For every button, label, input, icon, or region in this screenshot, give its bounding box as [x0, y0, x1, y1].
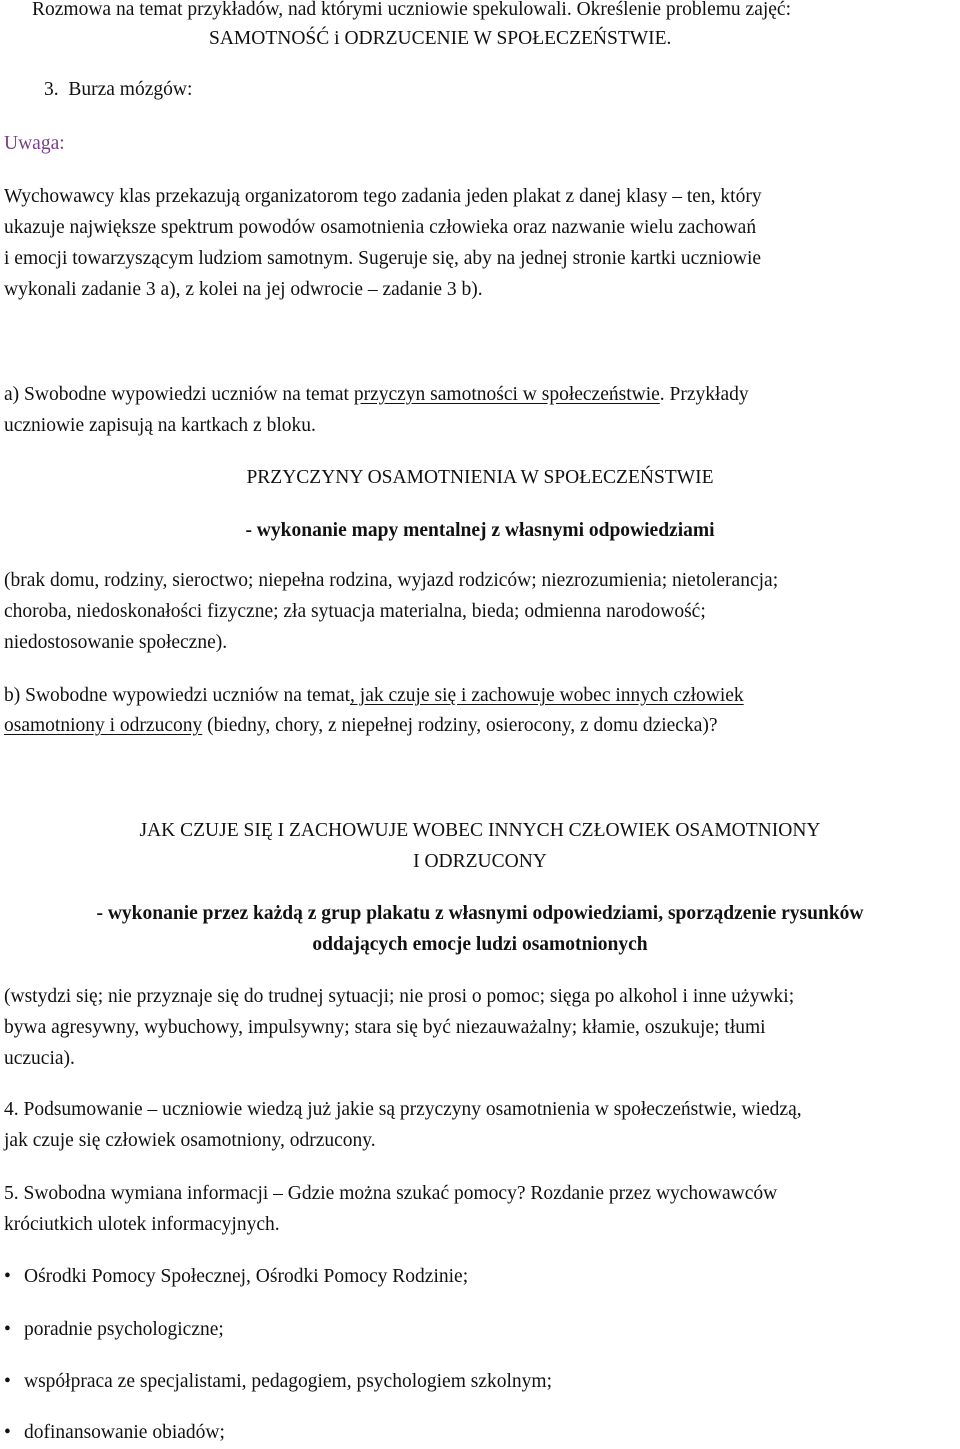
task-a-line-2: uczniowie zapisują na kartkach z bloku. [4, 415, 316, 436]
task-a-topic: przyczyn samotności w społeczeństwie [353, 384, 660, 405]
task-b-answers-line: (wstydzi się; nie przyznaje się do trudnej sytuacji; nie prosi o pomoc; sięga po alkohol i inne używki; [4, 986, 795, 1007]
note-label: Uwaga: [4, 133, 65, 154]
step-4-line: jak czuje się człowiek osamotniony, odrzucony. [4, 1130, 376, 1151]
note-line: i emocji towarzyszącym ludziom samotnym. Sugeruje się, aby na jednej stronie kartki uczniowie [4, 248, 762, 269]
bullet-icon: • [4, 1266, 11, 1287]
list-item [4, 1265, 468, 1289]
bullet-icon: • [4, 1371, 11, 1392]
task-a-answers-line: niedostosowanie społeczne). [4, 632, 228, 653]
task-a-line-1 [4, 383, 749, 407]
task-b-topic-part-1: , jak czuje się i zachowuje wobec innych człowiek [350, 685, 744, 706]
list-item-text: współpraca ze specjalistami, pedagogiem, psychologiem szkolnym; [24, 1371, 552, 1392]
step-5-line: 5. Swobodna wymiana informacji – Gdzie można szukać pomocy? Rozdanie przez wychowawców [4, 1183, 778, 1204]
note-line: wykonali zadanie 3 a), z kolei na jej odwrocie – zadanie 3 b). [4, 279, 483, 300]
task-b-prefix: b) Swobodne wypowiedzi uczniów na temat [4, 685, 351, 706]
task-b-answers-line: bywa agresywny, wybuchowy, impulsywny; stara się być niezauważalny; kłamie, oszukuje; tłumi [4, 1017, 766, 1038]
task-a-answers-line: (brak domu, rodziny, sieroctwo; niepełna rodzina, wyjazd rodziców; niezrozumienia; nietolerancja; [4, 570, 779, 591]
step-3-heading [44, 78, 192, 102]
list-item-text: poradnie psychologiczne; [24, 1319, 224, 1340]
task-b-subheading-line-2: oddających emocje ludzi osamotnionych [312, 934, 648, 955]
list-item [4, 1421, 225, 1445]
step-3-number: 3. [44, 79, 59, 100]
intro-line-1: Rozmowa na temat przykładów, nad którymi uczniowie spekulowali. Określenie problemu zajęć: [32, 0, 791, 20]
note-line: ukazuje największe spektrum powodów osamotnienia człowieka oraz nazwanie wielu zachowań [4, 217, 757, 238]
task-b-suffix: (biedny, chory, z niepełnej rodziny, osierocony, z domu dziecka)? [202, 715, 718, 736]
task-a-answers-line: choroba, niedoskonałości fizyczne; zła sytuacja materialna, bieda; odmienna narodowość; [4, 601, 706, 622]
step-5-line: króciutkich ulotek informacyjnych. [4, 1214, 280, 1235]
note-line: Wychowawcy klas przekazują organizatorom tego zadania jeden plakat z danej klasy – ten, który [4, 186, 762, 207]
task-b-subheading-line-1: - wykonanie przez każdą z grup plakatu z własnymi odpowiedziami, sporządzenie rysunków [96, 903, 864, 924]
task-b-heading-line-2: I ODRZUCONY [413, 851, 547, 872]
step-3-label: Burza mózgów: [68, 79, 193, 100]
list-item-text: dofinansowanie obiadów; [24, 1422, 225, 1443]
list-item [4, 1370, 552, 1394]
intro-line-2: SAMOTNOŚĆ i ODRZUCENIE W SPOŁECZEŃSTWIE. [209, 28, 672, 49]
task-a-heading: PRZYCZYNY OSAMOTNIENIA W SPOŁECZEŃSTWIE [246, 467, 714, 488]
task-a-prefix: a) Swobodne wypowiedzi uczniów na temat [4, 384, 354, 405]
task-b-heading-line-1: JAK CZUJE SIĘ I ZACHOWUJE WOBEC INNYCH CZŁOWIEK OSAMOTNIONY [139, 820, 821, 841]
task-b-answers-line: uczucia). [4, 1048, 75, 1069]
task-b-line-2 [4, 714, 718, 738]
list-item-text: Ośrodki Pomocy Społecznej, Ośrodki Pomocy Rodzinie; [24, 1266, 469, 1287]
task-a-suffix: . Przykłady [659, 384, 749, 405]
list-item [4, 1318, 224, 1342]
bullet-icon: • [4, 1422, 11, 1443]
bullet-icon: • [4, 1319, 11, 1340]
task-b-topic-part-2: osamotniony i odrzucony [4, 715, 203, 736]
step-4-line: 4. Podsumowanie – uczniowie wiedzą już jakie są przyczyny osamotnienia w społeczeństwie, wiedzą, [4, 1099, 802, 1120]
task-a-subheading: - wykonanie mapy mentalnej z własnymi odpowiedziami [245, 520, 715, 541]
task-b-line-1 [4, 684, 744, 708]
